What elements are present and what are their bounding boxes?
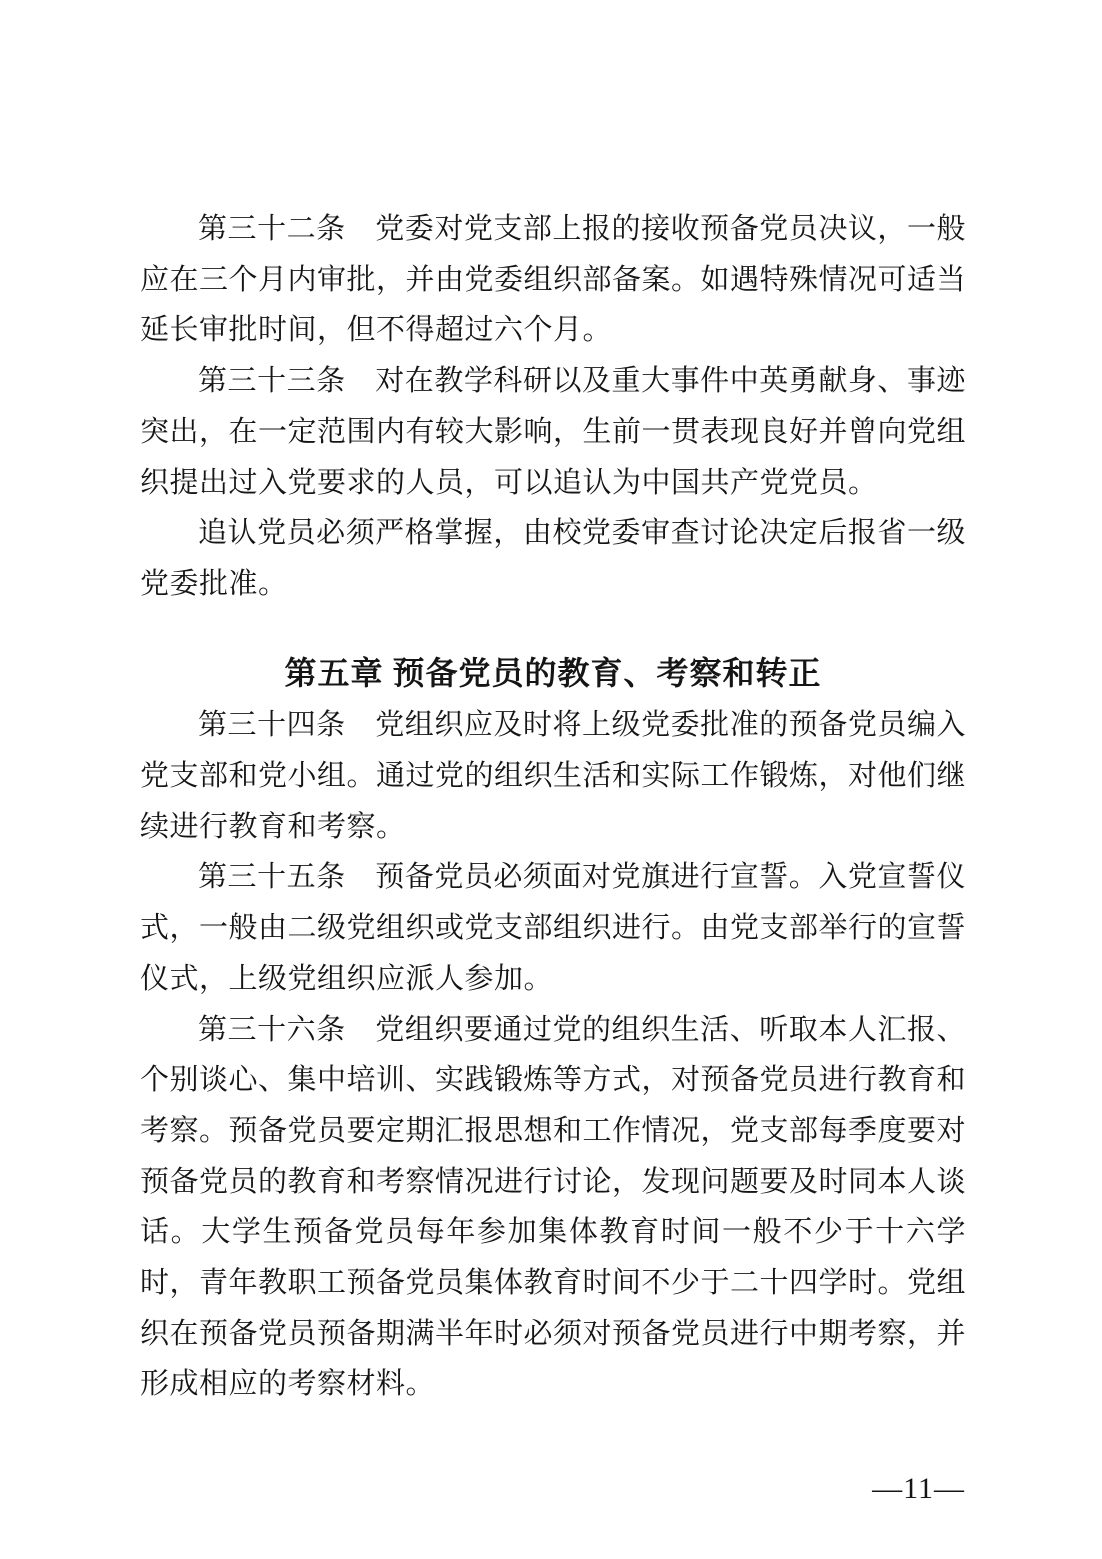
article-35: 第三十五条 预备党员必须面对党旗进行宣誓。入党宣誓仪式，一般由二级党组织或党支部组织进行。由党支部举行的宣誓仪式，上级党组织应派人参加。: [140, 861, 967, 995]
article-34: 第三十四条 党组织应及时将上级党委批准的预备党员编入党支部和党小组。通过党的组织生活和实际工作锻炼，对他们继续进行教育和考察。: [140, 709, 967, 843]
page-number: —11—: [872, 1472, 965, 1505]
chapter-5-heading: 第五章 预备党员的教育、考察和转正: [284, 654, 822, 691]
document-content: [140, 204, 966, 1410]
article-32: 第三十二条 党委对党支部上报的接收预备党员决议，一般应在三个月内审批，并由党委组织部备案。如遇特殊情况可适当延长审批时间，但不得超过六个月。: [140, 213, 967, 347]
article-33: 第三十三条 对在教学科研以及重大事件中英勇献身、事迹突出，在一定范围内有较大影响，生前一贯表现良好并曾向党组织提出过入党要求的人员，可以追认为中国共产党党员。: [140, 365, 967, 499]
article-33-continued: 追认党员必须严格掌握，由校党委审查讨论决定后报省一级党委批准。: [140, 517, 966, 600]
article-36: 第三十六条 党组织要通过党的组织生活、听取本人汇报、个别谈心、集中培训、实践锻炼等方式，对预备党员进行教育和考察。预备党员要定期汇报思想和工作情况，党支部每季度要对预备党员的教育和考察情况进行讨论，发现问题要及时同本人谈话。大学生预备党员每年参加集体教育时间一般不少于十六学时，青年教职工预备党员集体教育时间不少于二十四学时。党组织在预备党员预备期满半年时必须对预备党员进行中期考察，并形成相应的考察材料。: [140, 1013, 967, 1401]
